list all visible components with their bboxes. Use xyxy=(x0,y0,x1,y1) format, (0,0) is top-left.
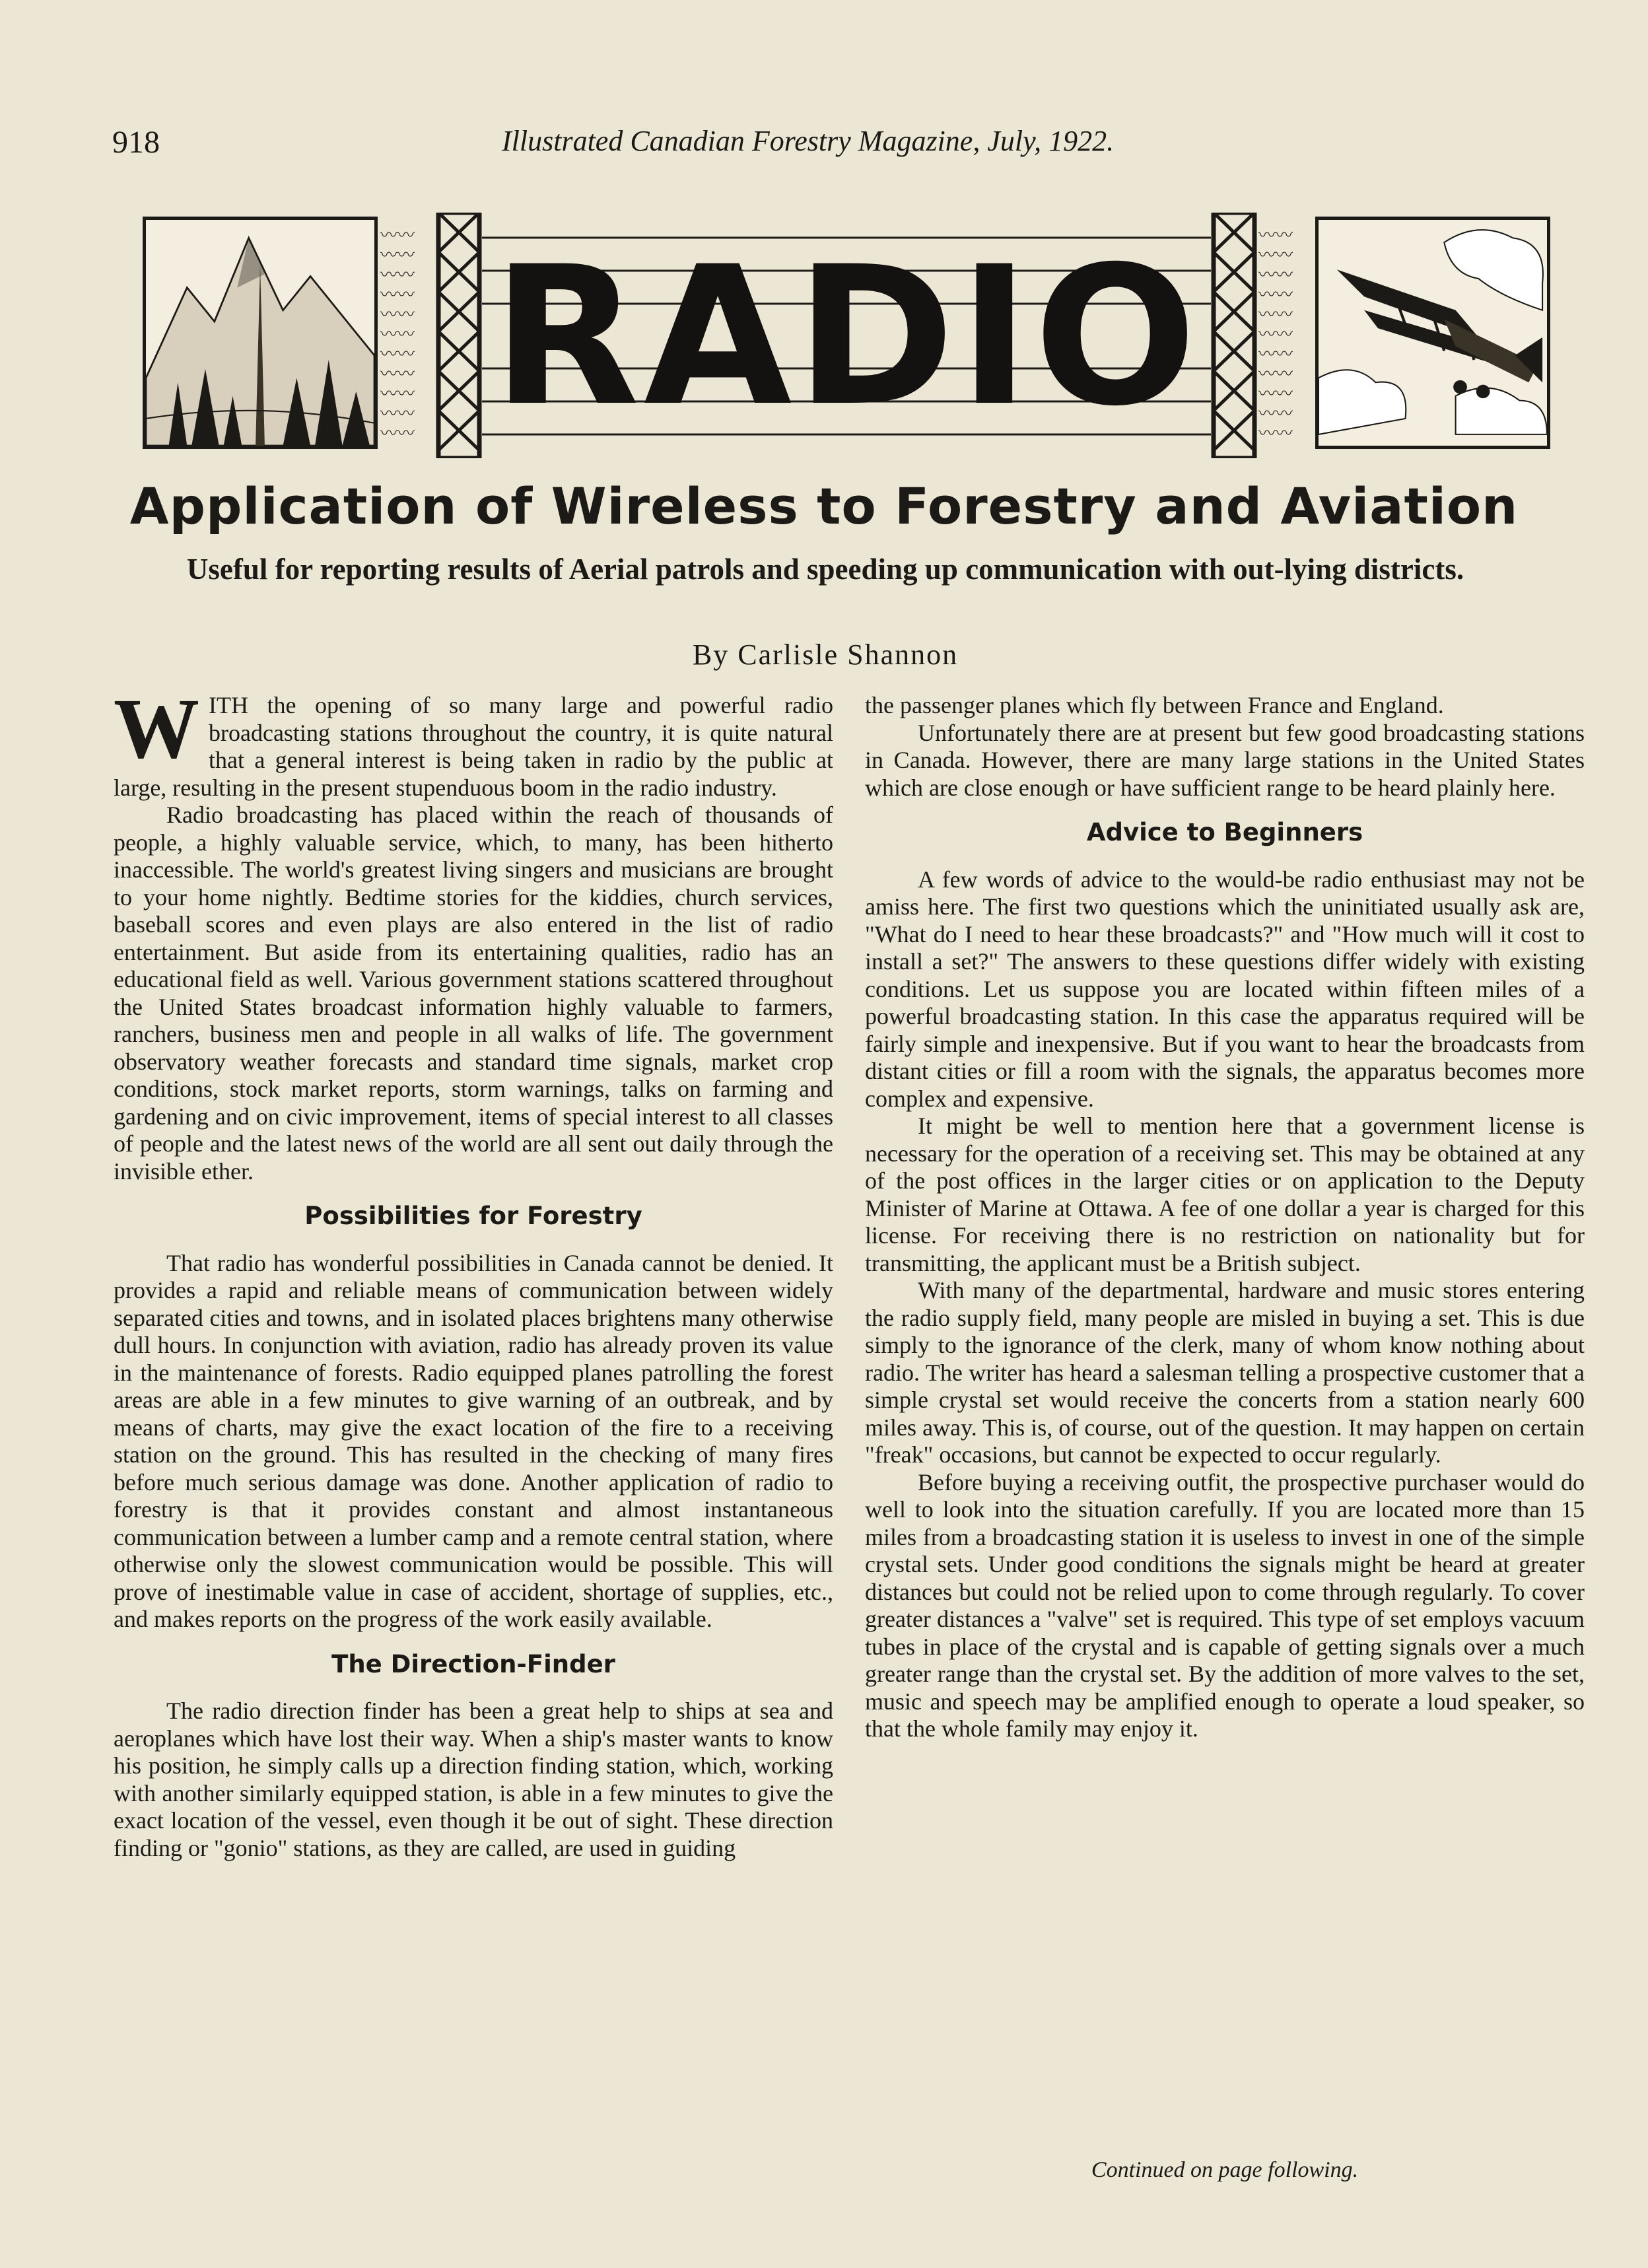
section-heading-forestry: Possibilities for Forestry xyxy=(304,1202,642,1230)
drop-cap: W xyxy=(114,681,199,776)
paragraph: Radio broadcasting has placed within the reach of thousands of people, a highly valuable service, which, to many, has been hitherto inaccessible. The world's greatest living singers and musicians are brought to your home nightly. Bedtime stories for the kiddies, church services, baseball scores and even plays are also entered in the list of radio entertainment. But aside from its entertaining qualities, radio has an educational field as well. Various government stations scattered throughout the United States broadcast information highly valuable to farmers, ranchers, business men and people in all walks of life. The government observatory weather forecasts and standard time signals, market crop conditions, stock market reports, storm warnings, talks on farming and gardening and on civic improvement, items of special interest to all classes of people and the latest news of the world are all sent out daily through the invisible ether. xyxy=(114,802,833,1185)
section-heading-advice: Advice to Beginners xyxy=(1086,818,1363,846)
page-number: 918 xyxy=(112,125,160,160)
antenna-tower-left xyxy=(436,213,482,458)
radio-banner xyxy=(143,213,1550,458)
mountain-forest-illustration xyxy=(143,217,378,449)
paragraph: Unfortunately there are at present but few good broadcasting stations in Canada. However, there are many large stations in the United States which are close enough or have sufficient range to be heard plainly here. xyxy=(865,719,1585,801)
article-byline: By Carlisle Shannon xyxy=(692,638,959,671)
paragraph: The radio direction finder has been a great help to ships at sea and aeroplanes which have lost their way. When a ship's master wants to know his position, he simply calls up a direction finding station, which, working with another similarly equipped station, is able in a few minutes to give the exact location of the vessel, even though it be out of sight. These direction finding or "gonio" stations, as they are called, are used in guiding xyxy=(114,1698,833,1861)
column-left xyxy=(114,681,833,1862)
airplane-illustration xyxy=(1315,217,1550,449)
paragraph: With many of the departmental, hardware and music stores entering the radio supply field, many people are misled in buying a set. This is due simply to the ignorance of the clerk, many of whom know nothing about radio. The writer has heard a salesman telling a prospective customer that a simple crystal set would receive the concerts from a station nearly 600 miles away. This is, of course, out of the question. It may happen on certain "freak" occasions, but cannot be expected to occur regularly. xyxy=(865,1277,1585,1468)
signal-waves-left: 〰〰 〰〰 〰〰 〰〰 〰〰 〰〰 〰〰 〰〰 〰〰 〰〰 〰〰 xyxy=(380,226,415,444)
radio-banner-word: RADIO xyxy=(492,226,1201,448)
paragraph-continuation: the passenger planes which fly between France and England. xyxy=(865,692,1444,718)
continued-note: Continued on page following. xyxy=(1091,2158,1359,2182)
signal-waves-right: 〰〰 〰〰 〰〰 〰〰 〰〰 〰〰 〰〰 〰〰 〰〰 〰〰 〰〰 xyxy=(1258,226,1293,444)
paragraph: That radio has wonderful possibilities in Canada cannot be denied. It provides a rapid and reliable means of communication between widely separated cities and towns, and in isolated places brightens many otherwise dull hours. In conjunction with aviation, radio has already proven its value in the maintenance of forests. Radio equipped planes patrolling the forest areas are able in a few minutes to give warning of an outbreak, and by means of charts, may give the exact location of the fire to a receiving station on the ground. This has resulted in the checking of many fires before much serious damage was done. Another application of radio to forestry is that it provides constant and almost instantaneous communication between a lumber camp and a remote central station, where otherwise only the slowest communication would be possible. This will prove of inestimable value in case of accident, shortage of supplies, etc., and makes reports on the progress of the work easily available. xyxy=(114,1249,833,1632)
running-title: Illustrated Canadian Forestry Magazine, July, 1922. xyxy=(502,125,1115,157)
page-header xyxy=(112,124,1195,170)
paragraph: Before buying a receiving outfit, the prospective purchaser would do well to look into the situation carefully. If you are located more than 15 miles from a broadcasting station it is useless to invest in one of the simple crystal sets. Under good conditions the signals might be heard at greater distances but could not be relied upon to come through regularly. To cover greater distances a "valve" set is required. This type of set employs vacuum tubes in place of the crystal and is capable of getting signals over a much greater range than the crystal set. By the addition of more valves to the set, music and speech may be amplified enough to operate a loud speaker, so that the whole family may enjoy it. xyxy=(865,1468,1585,1742)
column-right xyxy=(865,692,1585,1743)
paragraph: It might be well to mention here that a government license is necessary for the operation of a receiving set. This may be obtained at any of the post offices in the larger cities or on application to the Deputy Minister of Marine at Ottawa. A fee of one dollar a year is charged for this license. For receiving there is no restriction on nationality but for transmitting, the applicant must be a British subject. xyxy=(865,1113,1585,1276)
paragraph-intro-text: ITH the opening of so many large and powerful radio broadcasting stations throughout the country, it is quite natural that a general interest is being taken in radio by the public at large, resulting in the present stupenduous boom in the radio industry. xyxy=(114,692,833,801)
article-subtitle: Useful for reporting results of Aerial patrols and speeding up communication with out-lying districts. xyxy=(186,553,1464,586)
paragraph-intro xyxy=(114,681,833,802)
section-heading-direction-finder: The Direction-Finder xyxy=(331,1649,615,1678)
article-title: Application of Wireless to Forestry and Aviation xyxy=(129,477,1519,535)
paragraph: A few words of advice to the would-be radio enthusiast may not be amiss here. The first two questions which the uninitiated usually ask are, "What do I need to hear these broadcasts?" and "How much will it cost to install a set?" The answers to these questions differ widely with existing conditions. Let us suppose you are located within fifteen miles of a powerful broadcasting station. In this case the apparatus required will be fairly simple and inexpensive. But if you want to hear the broadcasts from distant cities or fill a room with the signals, the apparatus becomes more complex and expensive. xyxy=(865,866,1585,1112)
antenna-tower-right xyxy=(1211,213,1257,458)
